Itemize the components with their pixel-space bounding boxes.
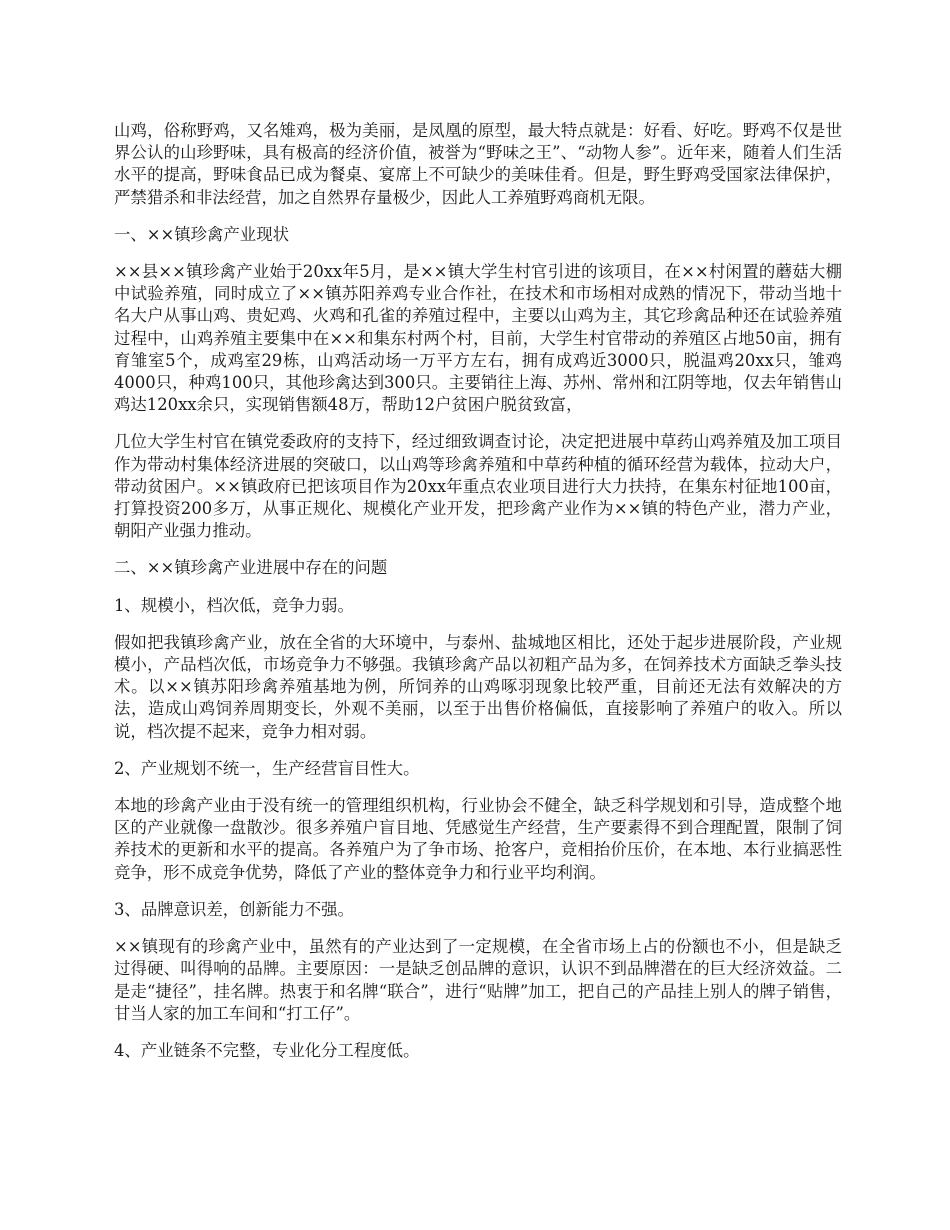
subheading-1: 1、规模小，档次低，竞争力弱。 — [114, 595, 354, 615]
subheading-2: 2、产业规划不统一，生产经营盲目性大。 — [114, 758, 420, 778]
status-paragraph: ××县××镇珍禽产业始于20xx年5月，是××镇大学生村官引进的该项目，在××村闲置的蘑菇大棚中试验养殖，同时成立了××镇苏阳养鸡专业合作社，在技术和市场相对成熟的情况下，带动当地十名大户从事山鸡、贵妃鸡、火鸡和孔雀的养殖过程中，主要以山鸡为主，其它珍禽品种还在试验养殖过程中，山鸡养殖主要集中在××和集东村两个村，目前，大学生村官带动的养殖区占地50亩，拥有育雏室5个，成鸡室29栋，山鸡活动场一万平方左右，拥有成鸡近3000只，脱温鸡20xx只，雏鸡4000只，种鸡100只，其他珍禽达到300只。主要销往上海、苏州、常州和江阴等地，仅去年销售山鸡达120xx余只，实现销售额48万，帮助12户贫困户脱贫致富， — [114, 262, 842, 415]
document-body — [114, 120, 842, 1077]
intro-paragraph: 山鸡，俗称野鸡，又名雉鸡，极为美丽，是凤凰的原型，最大特点就是：好看、好吃。野鸡不仅是世界公认的山珍野味，具有极高的经济价值，被誉为“野味之王”、“动物人参”。近年来，随着人们生活水平的提高，野味食品已成为餐桌、宴席上不可缺少的美味佳肴。但是，野生野鸡受国家法律保护，严禁猎杀和非法经营，加之自然界存量极少，因此人工养殖野鸡商机无限。 — [114, 121, 842, 207]
support-paragraph: 几位大学生村官在镇党委政府的支持下，经过细致调查讨论，决定把进展中草药山鸡养殖及加工项目作为带动村集体经济进展的突破口，以山鸡等珍禽养殖和中草药种植的循环经营为载体，拉动大户，带动贫困户。××镇政府已把该项目作为20xx年重点农业项目进行大力扶持，在集东村征地100亩，打算投资200多万，从事正规化、规模化产业开发，把珍禽产业作为××镇的特色产业，潜力产业，朝阳产业强力推动。 — [114, 432, 842, 541]
section-heading-2: 二、××镇珍禽产业进展中存在的问题 — [114, 558, 388, 578]
subheading-4: 4、产业链条不完整，专业化分工程度低。 — [114, 1040, 420, 1060]
subheading-3: 3、品牌意识差，创新能力不强。 — [114, 899, 354, 919]
brand-paragraph: ××镇现有的珍禽产业中，虽然有的产业达到了一定规模，在全省市场上占的份额也不小，但是缺乏过得硬、叫得响的品牌。主要原因：一是缺乏创品牌的意识，认识不到品牌潜在的巨大经济效益。二是走“捷径”，挂名牌。热衷于和名牌“联合”，进行“贴牌”加工，把自己的产品挂上别人的牌子销售，甘当人家的加工车间和“打工仔”。 — [114, 937, 842, 1023]
planning-paragraph: 本地的珍禽产业由于没有统一的管理组织机构，行业协会不健全，缺乏科学规划和引导，造成整个地区的产业就像一盘散沙。很多养殖户盲目地、凭感觉生产经营，生产要素得不到合理配置，限制了饲养技术的更新和水平的提高。各养殖户为了争市场、抢客户，竞相抬价压价，在本地、本行业搞恶性竞争，形不成竞争优势，降低了产业的整体竞争力和行业平均利润。 — [114, 796, 842, 882]
section-heading-1: 一、××镇珍禽产业现状 — [114, 224, 289, 244]
scale-paragraph: 假如把我镇珍禽产业，放在全省的大环境中，与泰州、盐城地区相比，还处于起步进展阶段，产业规模小，产品档次低，市场竞争力不够强。我镇珍禽产品以初粗产品为多，在饲养技术方面缺乏拳头技术。以××镇苏阳珍禽养殖基地为例，所饲养的山鸡啄羽现象比较严重，目前还无法有效解决的方法，造成山鸡饲养周期变长，外观不美丽，以至于出售价格偏低，直接影响了养殖户的收入。所以说，档次提不起来，竞争力相对弱。 — [114, 632, 842, 741]
